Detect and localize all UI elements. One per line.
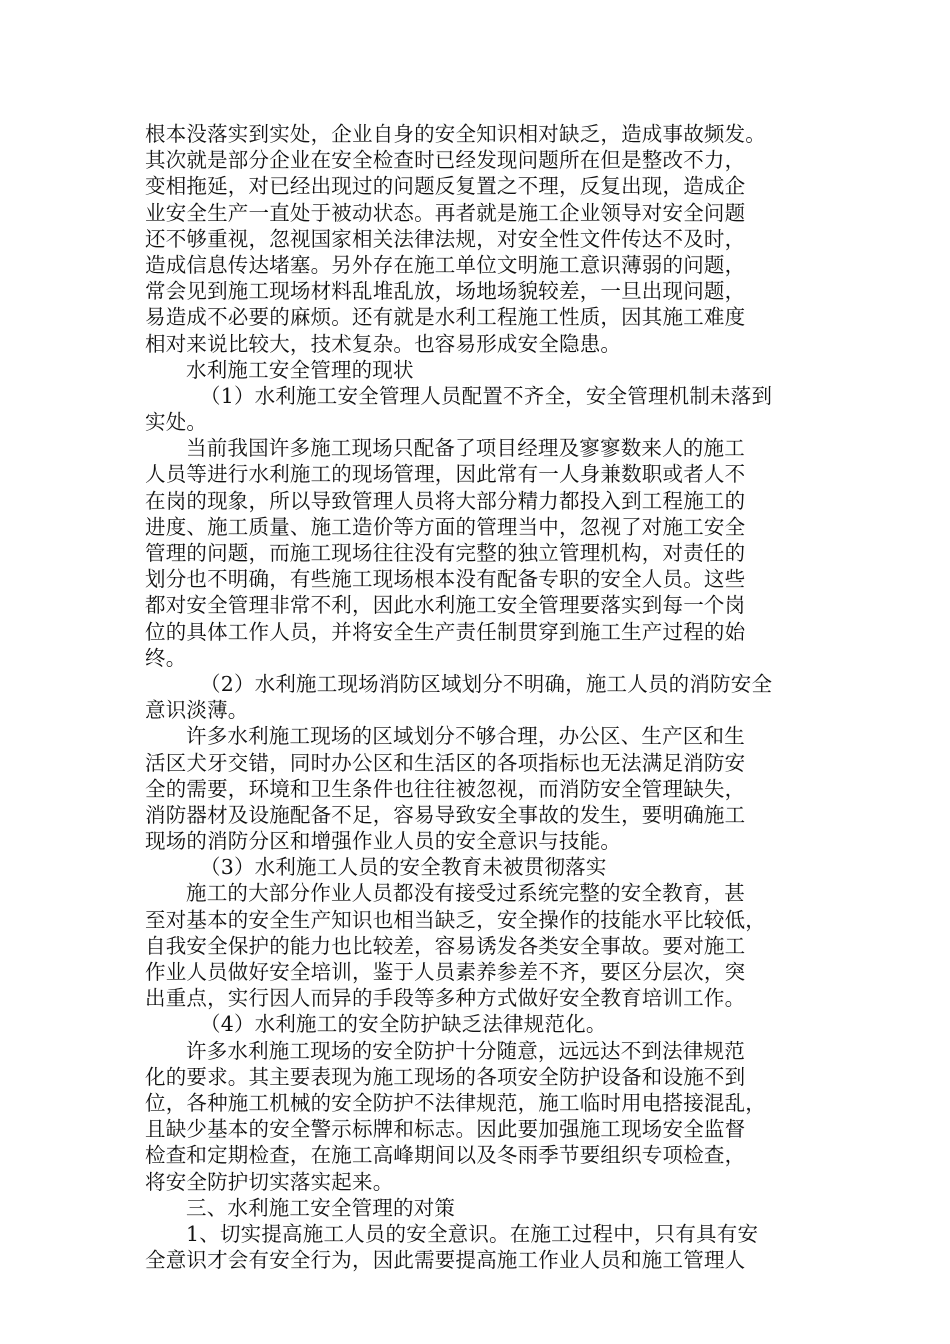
text-line: 相对来说比较大，技术复杂。也容易形成安全隐患。 — [145, 331, 622, 356]
text-line: 其次就是部分企业在安全检查时已经发现问题所在但是整改不力， — [145, 148, 746, 173]
text-line: 管理的问题，而施工现场往往没有完整的独立管理机构，对责任的 — [145, 541, 746, 565]
text-line: 出重点，实行因人而异的手段等多种方式做好安全教育培训工作。 — [145, 986, 746, 1011]
text-line: 位的具体工作人员，并将安全生产责任制贯穿到施工生产过程的始 — [145, 619, 746, 644]
section-heading: 水利施工安全管理的现状 — [186, 357, 414, 382]
text-line: 活区犬牙交错，同时办公区和生活区的各项指标也无法满足消防安 — [145, 750, 746, 775]
paragraph-first-line: 施工的大部分作业人员都没有接受过系统完整的安全教育，甚 — [186, 881, 745, 906]
text-line: 至对基本的安全生产知识也相当缺乏，安全操作的技能水平比较低， — [145, 907, 766, 932]
text-line: 意识淡薄。 — [145, 698, 249, 723]
text-line: 作业人员做好安全培训，鉴于人员素养参差不齐，要区分层次，突 — [145, 960, 746, 984]
paragraph-first-line: 1、切实提高施工人员的安全意识。在施工过程中，只有具有安 — [186, 1221, 759, 1246]
text-line: 自我安全保护的能力也比较差，容易诱发各类安全事故。要对施工 — [145, 933, 746, 958]
text-line: 变相拖延，对已经出现过的问题反复置之不理，反复出现，造成企 — [145, 174, 746, 199]
text-line: 在岗的现象，所以导致管理人员将大部分精力都投入到工程施工的 — [145, 488, 746, 513]
text-line: 全的需要，环境和卫生条件也往往被忽视，而消防安全管理缺失， — [145, 776, 746, 801]
text-line: 且缺少基本的安全警示标牌和标志。因此要加强施工现场安全监督 — [145, 1117, 746, 1142]
text-line: 化的要求。其主要表现为施工现场的各项安全防护设备和设施不到 — [145, 1064, 746, 1089]
text-line: 根本没落实到实处，企业自身的安全知识相对缺乏，造成事故频发。 — [145, 122, 766, 146]
text-line: 易造成不必要的麻烦。还有就是水利工程施工性质，因其施工难度 — [145, 305, 746, 330]
text-line: 人员等进行水利施工的现场管理，因此常有一人身兼数职或者人不 — [145, 462, 746, 487]
section-heading: 三、水利施工安全管理的对策 — [186, 1195, 456, 1220]
text-line: 检查和定期检查，在施工高峰期间以及冬雨季节要组织专项检查， — [145, 1143, 746, 1168]
paragraph-first-line: 许多水利施工现场的安全防护十分随意，远远达不到法律规范 — [186, 1038, 745, 1063]
paragraph-first-line: 许多水利施工现场的区域划分不够合理，办公区、生产区和生 — [186, 724, 745, 749]
text-line: 现场的消防分区和增强作业人员的安全意识与技能。 — [145, 829, 622, 854]
text-line: 造成信息传达堵塞。另外存在施工单位文明施工意识薄弱的问题， — [145, 252, 746, 277]
text-line: 全意识才会有安全行为，因此需要提高施工作业人员和施工管理人 — [145, 1248, 746, 1273]
text-line: 还不够重视，忽视国家相关法律法规，对安全性文件传达不及时， — [145, 226, 746, 251]
subsection-heading: （3）水利施工人员的安全教育未被贯彻落实 — [200, 855, 607, 880]
text-line: 将安全防护切实落实起来。 — [145, 1169, 394, 1194]
subsection-heading: （1）水利施工安全管理人员配置不齐全，安全管理机制未落到 — [200, 383, 773, 408]
text-line: 进度、施工质量、施工造价等方面的管理当中，忽视了对施工安全 — [145, 514, 746, 539]
text-line: 常会见到施工现场材料乱堆乱放，场地场貌较差，一旦出现问题， — [145, 279, 746, 304]
text-line: 实处。 — [145, 410, 208, 435]
document-body — [145, 121, 807, 1273]
subsection-heading: （4）水利施工的安全防护缺乏法律规范化。 — [200, 1012, 607, 1037]
paragraph-first-line: 当前我国许多施工现场只配备了项目经理及寥寥数来人的施工 — [186, 436, 745, 461]
text-line: 划分也不明确，有些施工现场根本没有配备专职的安全人员。这些 — [145, 567, 746, 592]
text-line: 终。 — [145, 645, 187, 670]
text-line: 业安全生产一直处于被动状态。再者就是施工企业领导对安全问题 — [145, 200, 746, 225]
text-line: 消防器材及设施配备不足，容易导致安全事故的发生，要明确施工 — [145, 802, 746, 827]
subsection-heading: （2）水利施工现场消防区域划分不明确，施工人员的消防安全 — [200, 671, 773, 696]
text-line: 位，各种施工机械的安全防护不法律规范，施工临时用电搭接混乱， — [145, 1090, 766, 1115]
text-line: 都对安全管理非常不利，因此水利施工安全管理要落实到每一个岗 — [145, 593, 746, 618]
